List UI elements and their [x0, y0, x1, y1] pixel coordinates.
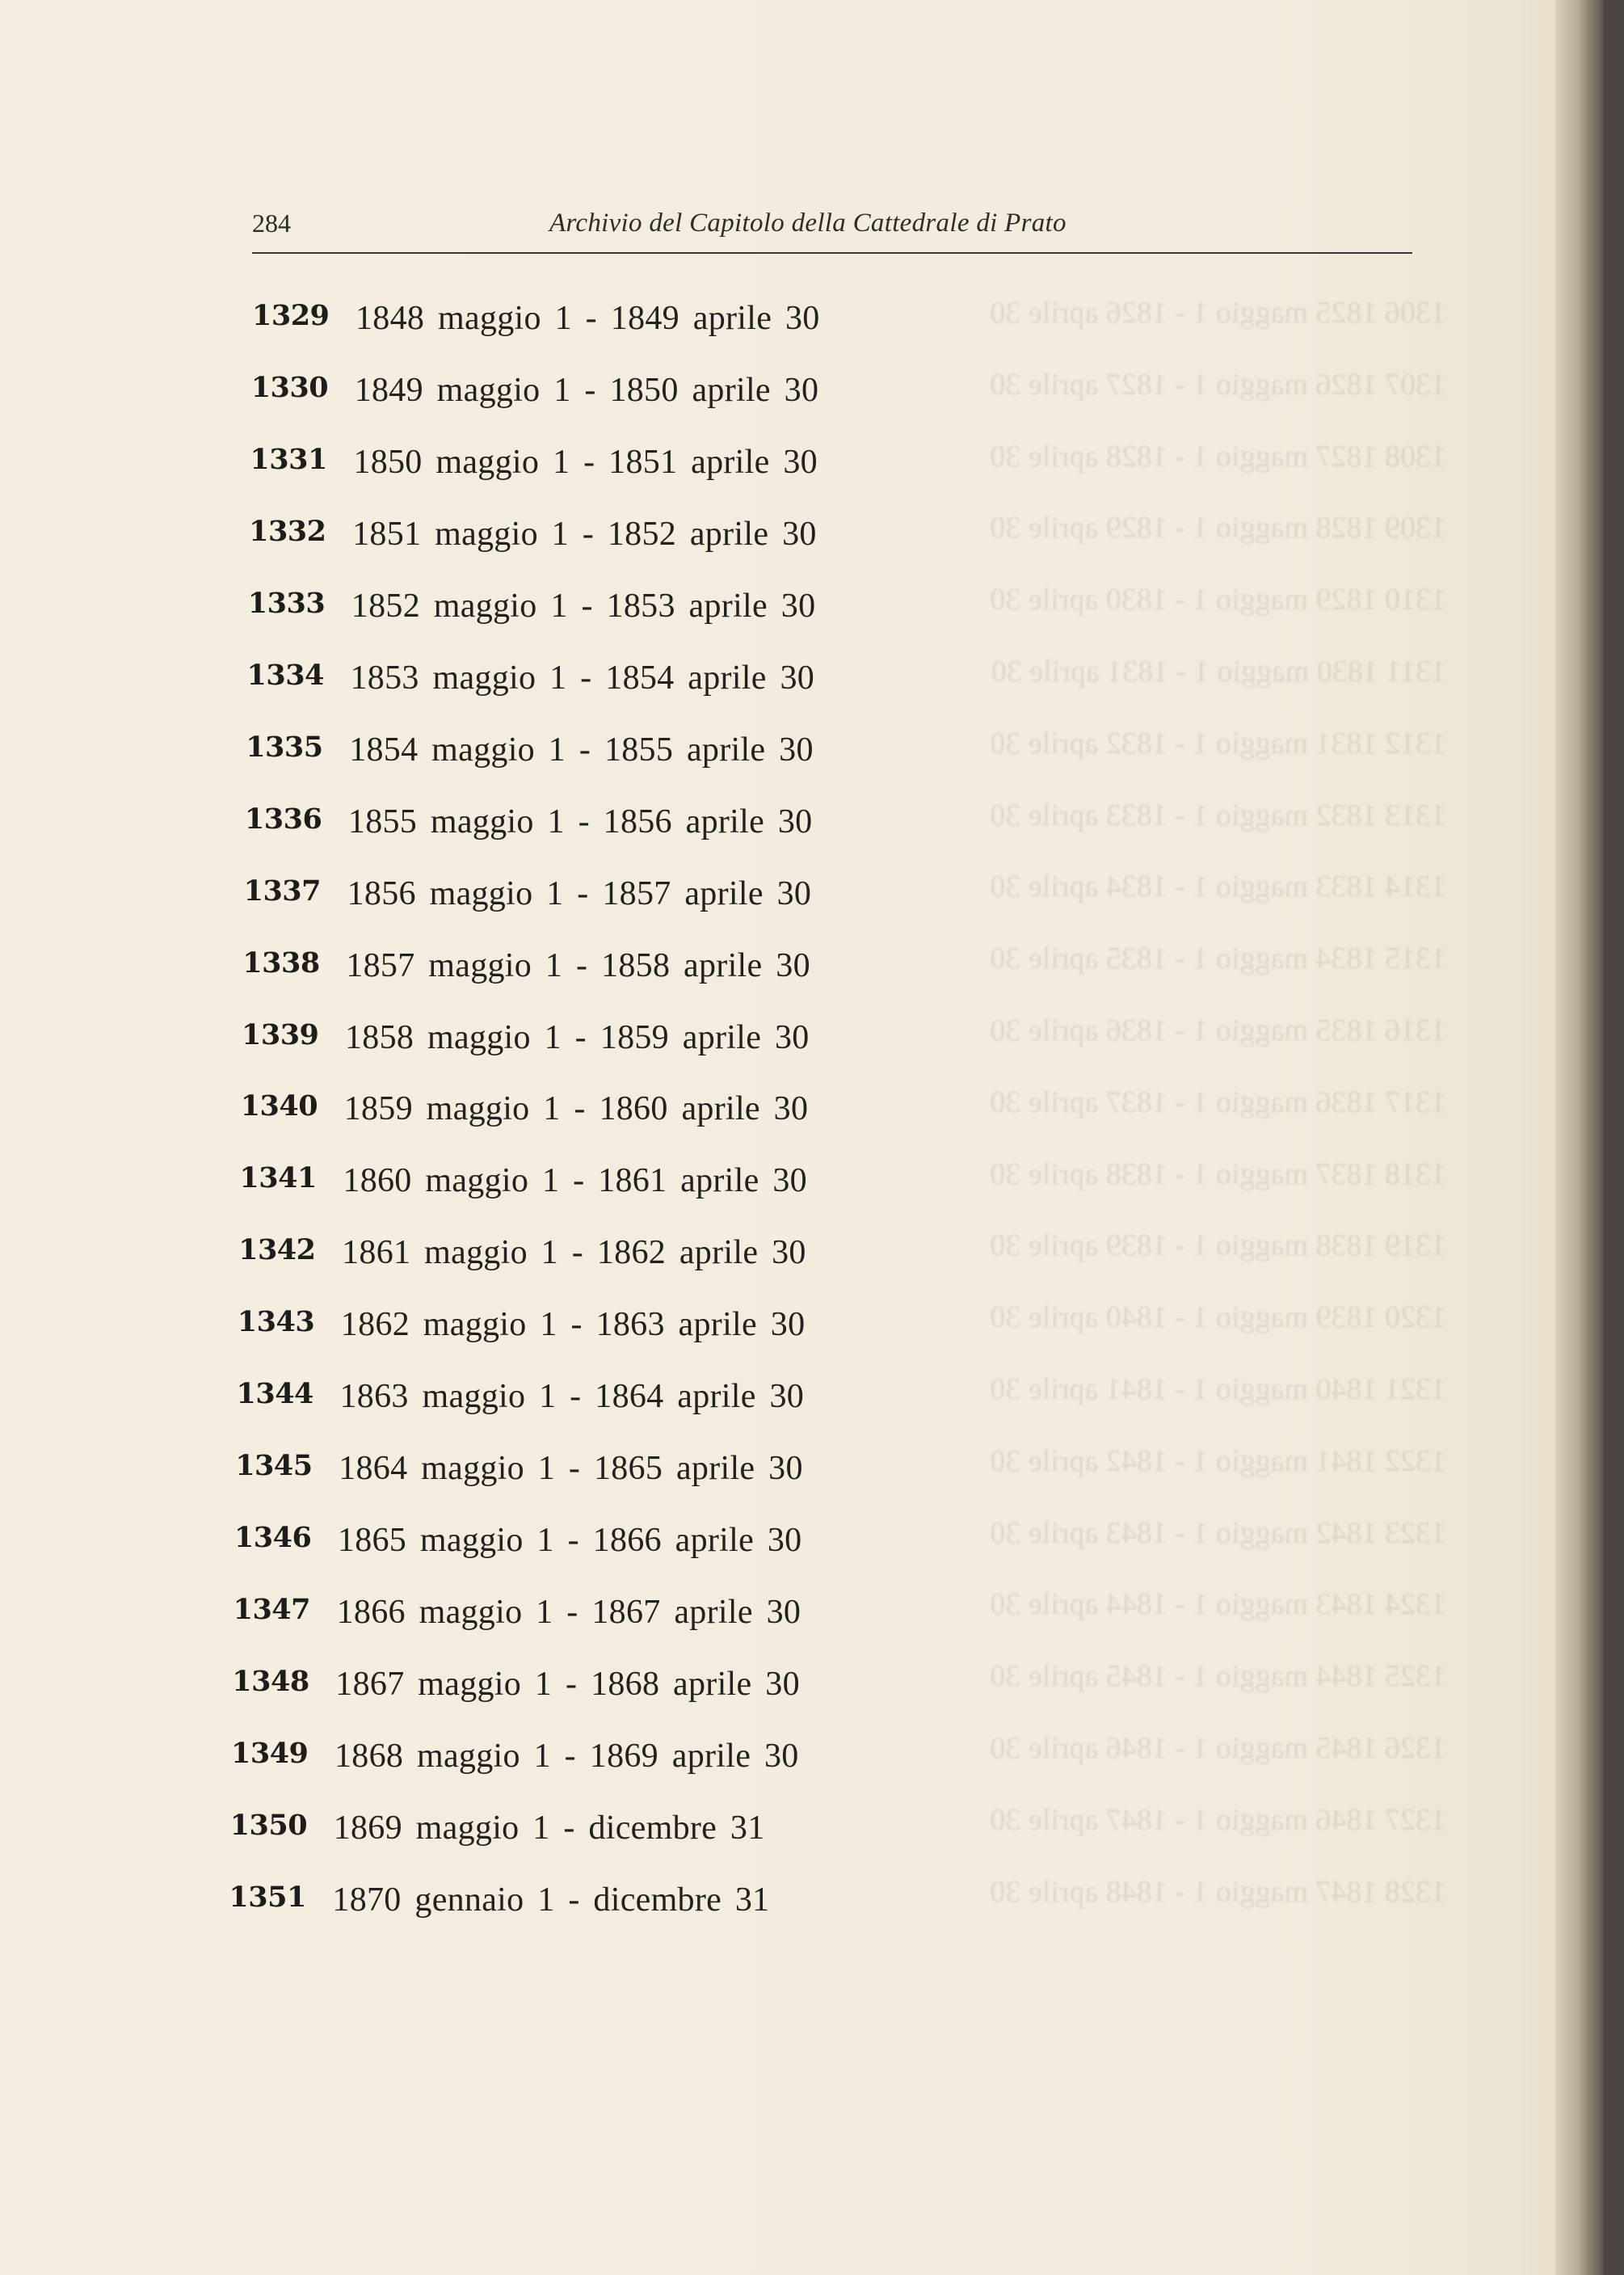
entry-number: 1347 [233, 1593, 311, 1627]
entry-number: 1348 [232, 1665, 309, 1699]
entry-date-range: 1870 gennaio 1 - dicembre 31 [332, 1881, 770, 1919]
entry-date-range: 1867 maggio 1 - 1868 aprile 30 [335, 1666, 800, 1704]
entry-number: 1342 [238, 1233, 316, 1267]
entry-date-range: 1855 maggio 1 - 1856 aprile 30 [347, 803, 813, 840]
entry-date-range: 1864 maggio 1 - 1865 aprile 30 [339, 1450, 803, 1488]
entry-date-range: 1863 maggio 1 - 1864 aprile 30 [339, 1378, 805, 1416]
entry-date-range: 1853 maggio 1 - 1854 aprile 30 [350, 659, 815, 697]
entry-date-range: 1852 maggio 1 - 1853 aprile 30 [351, 587, 816, 625]
entry-date-range: 1848 maggio 1 - 1849 aprile 30 [356, 300, 820, 337]
entry-date-range: 1856 maggio 1 - 1857 aprile 30 [347, 874, 812, 912]
entry-number: 1336 [244, 802, 322, 836]
entry-number: 1333 [247, 586, 326, 620]
entry-number: 1340 [240, 1089, 318, 1123]
entry-number: 1345 [235, 1449, 313, 1483]
entry-number: 1334 [246, 658, 324, 692]
entry-number: 1341 [239, 1161, 317, 1195]
entry-number: 1350 [229, 1808, 308, 1842]
entry-date-range: 1860 maggio 1 - 1861 aprile 30 [343, 1162, 807, 1200]
entry-date-range: 1868 maggio 1 - 1869 aprile 30 [334, 1738, 799, 1775]
entry-number: 1330 [250, 370, 329, 404]
page-number: 284 [252, 209, 291, 238]
entry-date-range: 1858 maggio 1 - 1859 aprile 30 [345, 1018, 810, 1056]
entry-number: 1349 [231, 1737, 309, 1770]
entry-number: 1338 [242, 946, 320, 980]
entry-date-range: 1861 maggio 1 - 1862 aprile 30 [342, 1234, 806, 1272]
show-through-text: 1306 1825 maggio 1 - 1826 aprile 30 1307 1826 maggio 1 - 1827 aprile 30 1308 1827 maggio 1 - 1828 aprile 30 1309 1828 maggio 1 - 1829 aprile 30 1310 1829 maggio 1 - 1830 aprile 30 1311 1830 maggio 1 - 1831 aprile 30 1312 1831 maggio 1 - 1832 aprile 30 1313 1832 maggio 1 - 1833 aprile 30 1314 1833 maggio 1 - 1834 aprile 30 1315 1834 maggio 1 - 1835 aprile 30 1316 1835 maggio 1 - 1836 aprile 30 1317 1836 maggio 1 - 1837 aprile 30 1318 1837 maggio 1 - 1838 aprile 30 1319 1838 maggio 1 - 1839 aprile 30 1320 1839 maggio 1 - 1840 aprile 30 1321 1840 maggio 1 - 1841 aprile 30 1322 1841 maggio 1 - 1842 aprile 30 1323 1842 maggio 1 - 1843 aprile 30 1324 1843 maggio 1 - 1844 aprile 30 1325 1844 maggio 1 - 1845 aprile 30 1326 1845 maggio 1 - 1846 aprile 30 1327 1846 maggio 1 - 1847 aprile 30 1328 1847 maggio 1 - 1848 aprile 30 [990, 296, 1446, 1909]
entry-date-range: 1866 maggio 1 - 1867 aprile 30 [336, 1594, 801, 1632]
entry-number: 1351 [229, 1880, 306, 1914]
running-title: Archivio del Capitolo della Cattedrale di Prato [549, 209, 1067, 238]
entry-number: 1332 [249, 514, 326, 548]
entry-date-range: 1854 maggio 1 - 1855 aprile 30 [349, 731, 814, 769]
entry-number: 1339 [242, 1017, 319, 1051]
entry-date-range: 1859 maggio 1 - 1860 aprile 30 [343, 1090, 809, 1128]
page-edge-shadow [1555, 0, 1604, 2275]
entry-date-range: 1857 maggio 1 - 1858 aprile 30 [346, 946, 810, 984]
entry-date-range: 1849 maggio 1 - 1850 aprile 30 [354, 371, 819, 409]
entry-number: 1346 [234, 1521, 312, 1555]
entry-number: 1329 [252, 299, 330, 332]
entry-date-range: 1851 maggio 1 - 1852 aprile 30 [352, 515, 817, 553]
entry-number: 1343 [237, 1305, 315, 1339]
entry-date-range: 1869 maggio 1 - dicembre 31 [333, 1809, 765, 1847]
entry-number: 1344 [236, 1377, 313, 1411]
entry-date-range: 1850 maggio 1 - 1851 aprile 30 [353, 443, 818, 481]
entry-number: 1331 [250, 442, 327, 476]
entry-date-range: 1865 maggio 1 - 1866 aprile 30 [337, 1522, 802, 1560]
entry-date-range: 1862 maggio 1 - 1863 aprile 30 [340, 1306, 806, 1344]
entry-number: 1335 [246, 730, 323, 764]
entry-number: 1337 [243, 874, 322, 908]
